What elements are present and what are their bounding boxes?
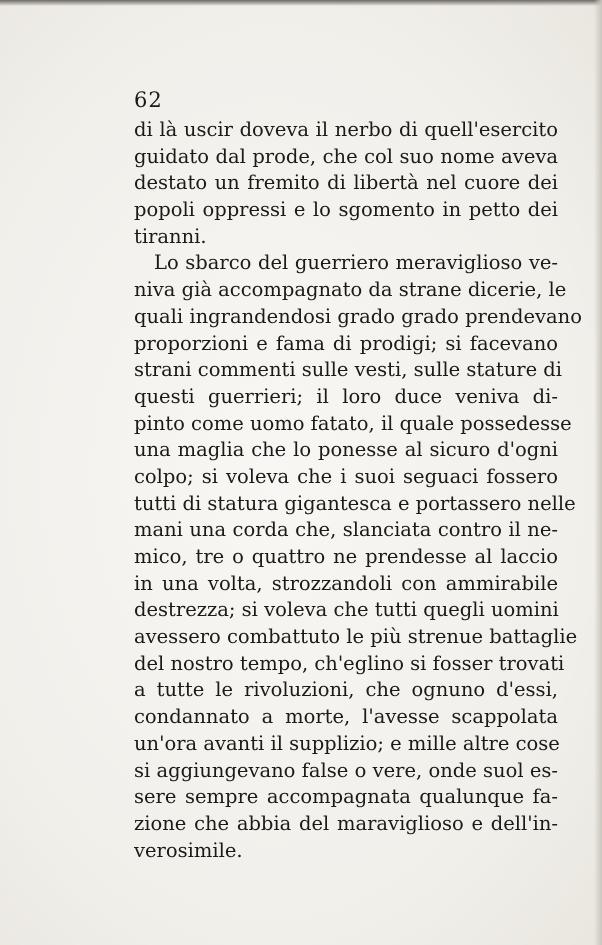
text-line: niva già accompagnato da strane dicerie, le (134, 278, 567, 302)
page-top-edge (0, 0, 602, 6)
text-line: destato un fremito di libertà nel cuore dei (134, 171, 558, 195)
text-line: zione che abbia del maraviglioso e dell'in- (134, 811, 558, 835)
text-line: di là uscir doveva il nerbo di quell'esercito (134, 118, 558, 141)
text-line: un'ora avanti il supplizio; e mille altre cose (134, 731, 560, 755)
text-line: guidato dal prode, che col suo nome aveva (134, 144, 558, 168)
text-line: mani una corda che, slanciata contro il ne- (134, 518, 558, 542)
text-line: popoli oppressi e lo sgomento in petto dei (134, 198, 558, 222)
text-line: mico, tre o quattro ne prendesse al laccio (134, 545, 558, 568)
text-line: tutti di statura gigantesca e portassero nelle (134, 491, 576, 515)
page-right-edge (594, 0, 602, 945)
text-line: in una volta, strozzandoli con ammirabile (134, 571, 558, 595)
text-line: condannato a morte, l'avesse scappolata (134, 705, 558, 729)
text-line: questi guerrieri; il loro duce veniva di- (134, 384, 558, 408)
body-text (134, 117, 582, 864)
text-line: Lo sbarco del guerriero meraviglioso ve- (154, 251, 558, 275)
text-line: a tutte le rivoluzioni, che ognuno d'essi, (134, 678, 558, 702)
text-line: del nostro tempo, ch'eglino si fosser trovati (134, 651, 565, 675)
text-line: destrezza; si voleva che tutti quegli uomini (134, 598, 559, 622)
page-number: 62 (134, 88, 163, 112)
text-line: avessero combattuto le più strenue battaglie (134, 625, 578, 649)
text-line: quali ingrandendosi grado grado prendevano (134, 304, 582, 328)
text-line: si aggiungevano false o vere, onde suol es- (134, 758, 558, 782)
text-line: verosimile. (134, 838, 243, 862)
text-line: una maglia che lo ponesse al sicuro d'ogni (134, 438, 558, 462)
text-line: strani commenti sulle vesti, sulle stature di (134, 358, 563, 382)
text-line: pinto come uomo fatato, il quale possedesse (134, 411, 572, 435)
text-line: proporzioni e fama di prodigi; si facevano (134, 331, 558, 355)
text-line: tiranni. (134, 224, 207, 248)
text-line: colpo; si voleva che i suoi seguaci fossero (134, 464, 558, 488)
text-line: sere sempre accompagnata qualunque fa- (134, 785, 558, 809)
